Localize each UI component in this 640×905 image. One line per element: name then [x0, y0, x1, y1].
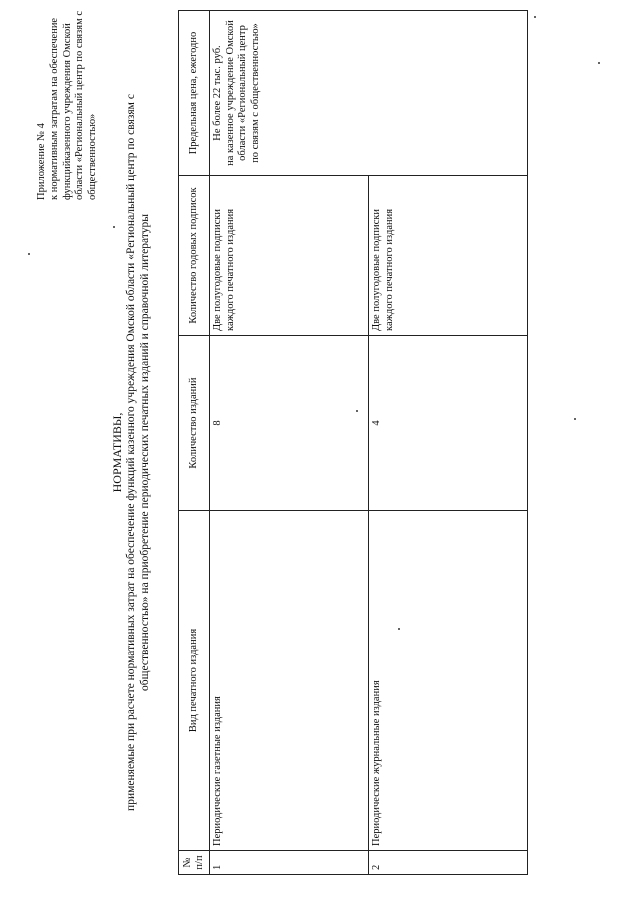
appendix-reference	[36, 0, 100, 200]
document-title: НОРМАТИВЫ,	[110, 412, 124, 493]
publication-count: 4	[369, 336, 528, 511]
document-subtitle-line-1: применяемые при расчете нормативных затрат на обеспечение функций казенного учреждения Омской области «Региональный центр по связям с	[125, 94, 137, 811]
subscription-count: Две полугодовые подписки каждого печатного издания	[210, 176, 369, 336]
appendix-line: функцийказенного учреждения Омской	[61, 23, 73, 200]
price-limit-text: на казенное учреждение Омской	[224, 20, 236, 166]
appendix-line: области «Региональный центр по связям с	[74, 10, 86, 200]
publication-type: Периодические журнальные издания	[369, 511, 528, 851]
row-number: 1	[210, 851, 369, 875]
scan-speck	[398, 628, 400, 630]
price-limit-cell	[210, 11, 528, 176]
scan-speck	[28, 253, 30, 255]
column-header-price: Предельная цена, ежегодно	[179, 11, 210, 176]
document-subtitle-line-2: общественностью» на приобретение периодических печатных изданий и справочной литературы	[139, 214, 151, 691]
scan-speck	[574, 418, 576, 420]
row-number: 2	[369, 851, 528, 875]
price-limit-amount: Не более 22 тыс. руб.	[212, 45, 223, 141]
appendix-line: общественностью»	[87, 113, 99, 200]
scan-speck	[534, 16, 536, 18]
price-limit-text: области «Региональный центр	[237, 25, 248, 161]
publication-type: Периодические газетные издания	[210, 511, 369, 851]
table-row	[210, 11, 369, 875]
column-header-subscriptions: Количество годовых подписок	[179, 176, 210, 336]
scan-speck	[598, 62, 600, 64]
column-header-num: № п/п	[179, 851, 210, 875]
column-header-type: Вид печатного издания	[179, 511, 210, 851]
norms-table	[178, 10, 528, 875]
column-header-count: Количество изданий	[179, 336, 210, 511]
scan-speck	[356, 410, 358, 412]
appendix-line: к нормативным затратам на обеспечение	[48, 17, 60, 200]
price-limit-text: по связям с общественностью»	[249, 23, 261, 163]
table-header-row	[179, 11, 210, 875]
subscription-count: Две полугодовые подписки каждого печатного издания	[369, 176, 528, 336]
appendix-line: Приложение № 4	[36, 123, 47, 200]
scan-speck	[113, 226, 115, 228]
publication-count: 8	[210, 336, 369, 511]
